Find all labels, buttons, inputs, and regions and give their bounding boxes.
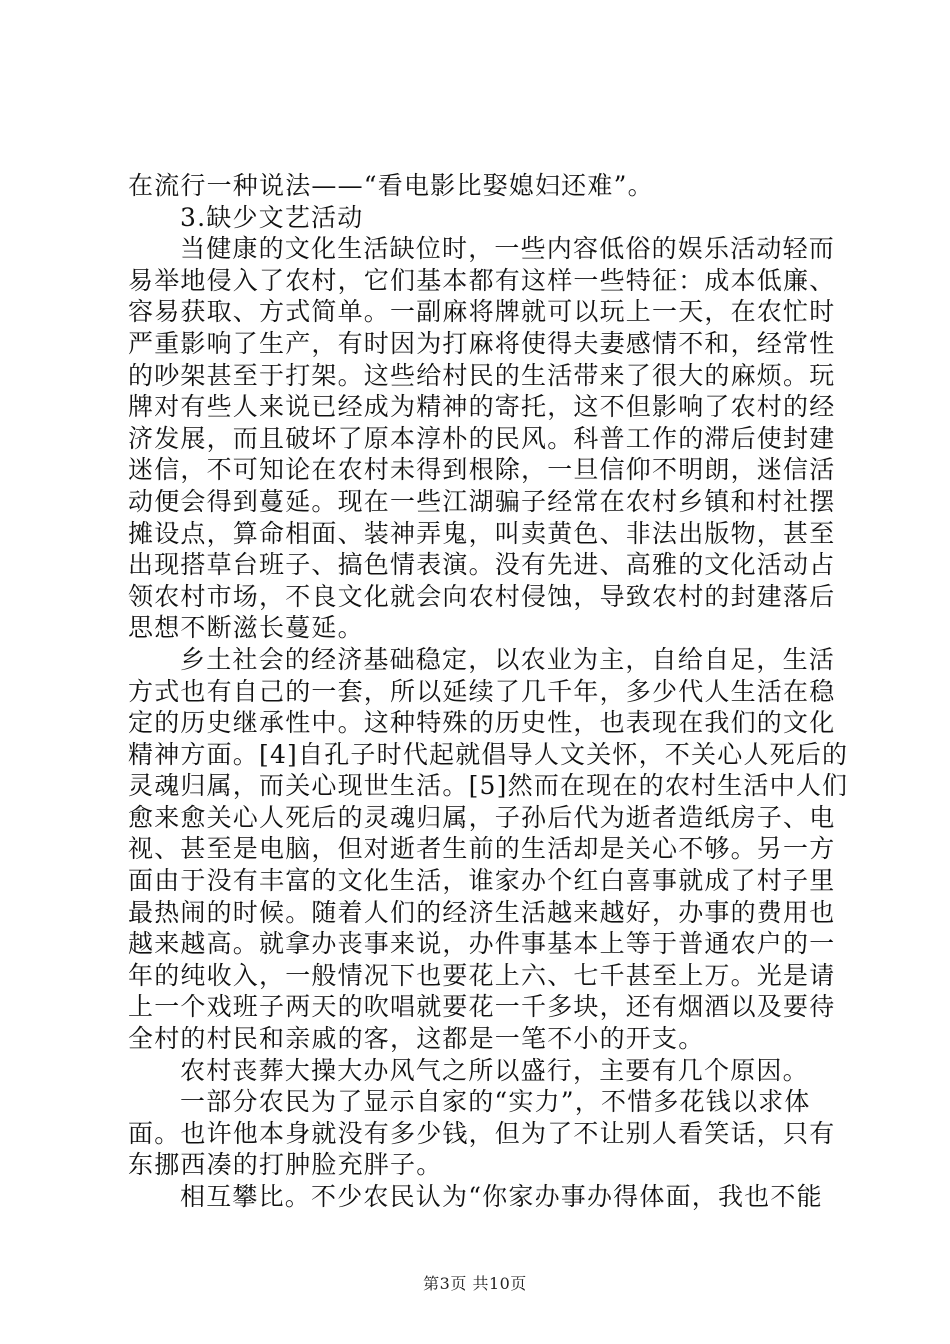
text-line: 思想不断滋长蔓延。 [128,613,364,643]
text-line: 济发展，而且破坏了原本淳朴的民风。科普工作的滞后使封建 [128,423,836,453]
text-line: 全村的村民和亲戚的客，这都是一笔不小的开支。 [128,1024,705,1054]
text-line: 灵魂归属，而关心现世生活。[5]然而在现在的农村生活中人们 [128,771,849,801]
text-line: 易举地侵入了农村，它们基本都有这样一些特征：成本低廉、 [128,265,836,295]
text-line: 牌对有些人来说已经成为精神的寄托，这不但影响了农村的经 [128,392,836,422]
text-line: 一部分农民为了显示自家的“实力”，不惜多花钱以求体 [180,1087,811,1117]
text-line: 年的纯收入，一般情况下也要花上六、七千甚至上万。光是请 [128,960,836,990]
text-line: 农村丧葬大操大办风气之所以盛行，主要有几个原因。 [180,1055,809,1085]
text-line: 领农村市场，不良文化就会向农村侵蚀，导致农村的封建落后 [128,581,836,611]
text-line: 当健康的文化生活缺位时，一些内容低俗的娱乐活动轻而 [180,234,836,264]
text-line: 摊设点，算命相面、装神弄鬼，叫卖黄色、非法出版物，甚至 [128,518,836,548]
text-line: 动便会得到蔓延。现在一些江湖骗子经常在农村乡镇和村社摆 [128,486,836,516]
text-line: 东挪西凑的打肿脸充胖子。 [128,1150,443,1180]
text-line: 迷信，不可知论在农村未得到根除，一旦信仰不明朗，迷信活 [128,455,836,485]
text-line: 容易获取、方式简单。一副麻将牌就可以玩上一天，在农忙时 [128,297,836,327]
text-line: 方式也有自己的一套，所以延续了几千年，多少代人生活在稳 [128,676,836,706]
text-line: 上一个戏班子两天的吹唱就要花一千多块，还有烟酒以及要待 [128,992,836,1022]
document-body [128,170,849,1213]
text-line: 视、甚至是电脑，但对逝者生前的生活却是关心不够。另一方 [128,834,836,864]
text-line: 愈来愈关心人死后的灵魂归属，子孙后代为逝者造纸房子、电 [128,802,836,832]
text-line: 定的历史继承性中。这种特殊的历史性，也表现在我们的文化 [128,708,836,738]
text-line: 的吵架甚至于打架。这些给村民的生活带来了很大的麻烦。玩 [128,360,836,390]
page-footer: 第3页 共10页 [423,1274,527,1293]
text-line: 面由于没有丰富的文化生活，谁家办个红白喜事就成了村子里 [128,866,836,896]
text-line: 出现搭草台班子、搞色情表演。没有先进、高雅的文化活动占 [128,550,836,580]
text-line: 精神方面。[4]自孔子时代起就倡导人文关怀，不关心人死后的 [128,739,849,769]
text-line: 面。也许他本身就没有多少钱，但为了不让别人看笑话，只有 [128,1118,836,1148]
text-line: 相互攀比。不少农民认为“你家办事办得体面，我也不能 [180,1182,823,1211]
text-line: 3.缺少文艺活动 [180,202,364,232]
text-line: 严重影响了生产，有时因为打麻将使得夫妻感情不和，经常性 [128,328,836,358]
text-line: 在流行一种说法——“看电影比娶媳妇还难”。 [128,171,654,200]
text-line: 越来越高。就拿办丧事来说，办件事基本上等于普通农户的一 [128,929,836,959]
text-line: 最热闹的时候。随着人们的经济生活越来越好，办事的费用也 [128,897,836,927]
text-line: 乡土社会的经济基础稳定，以农业为主，自给自足，生活 [180,644,836,674]
